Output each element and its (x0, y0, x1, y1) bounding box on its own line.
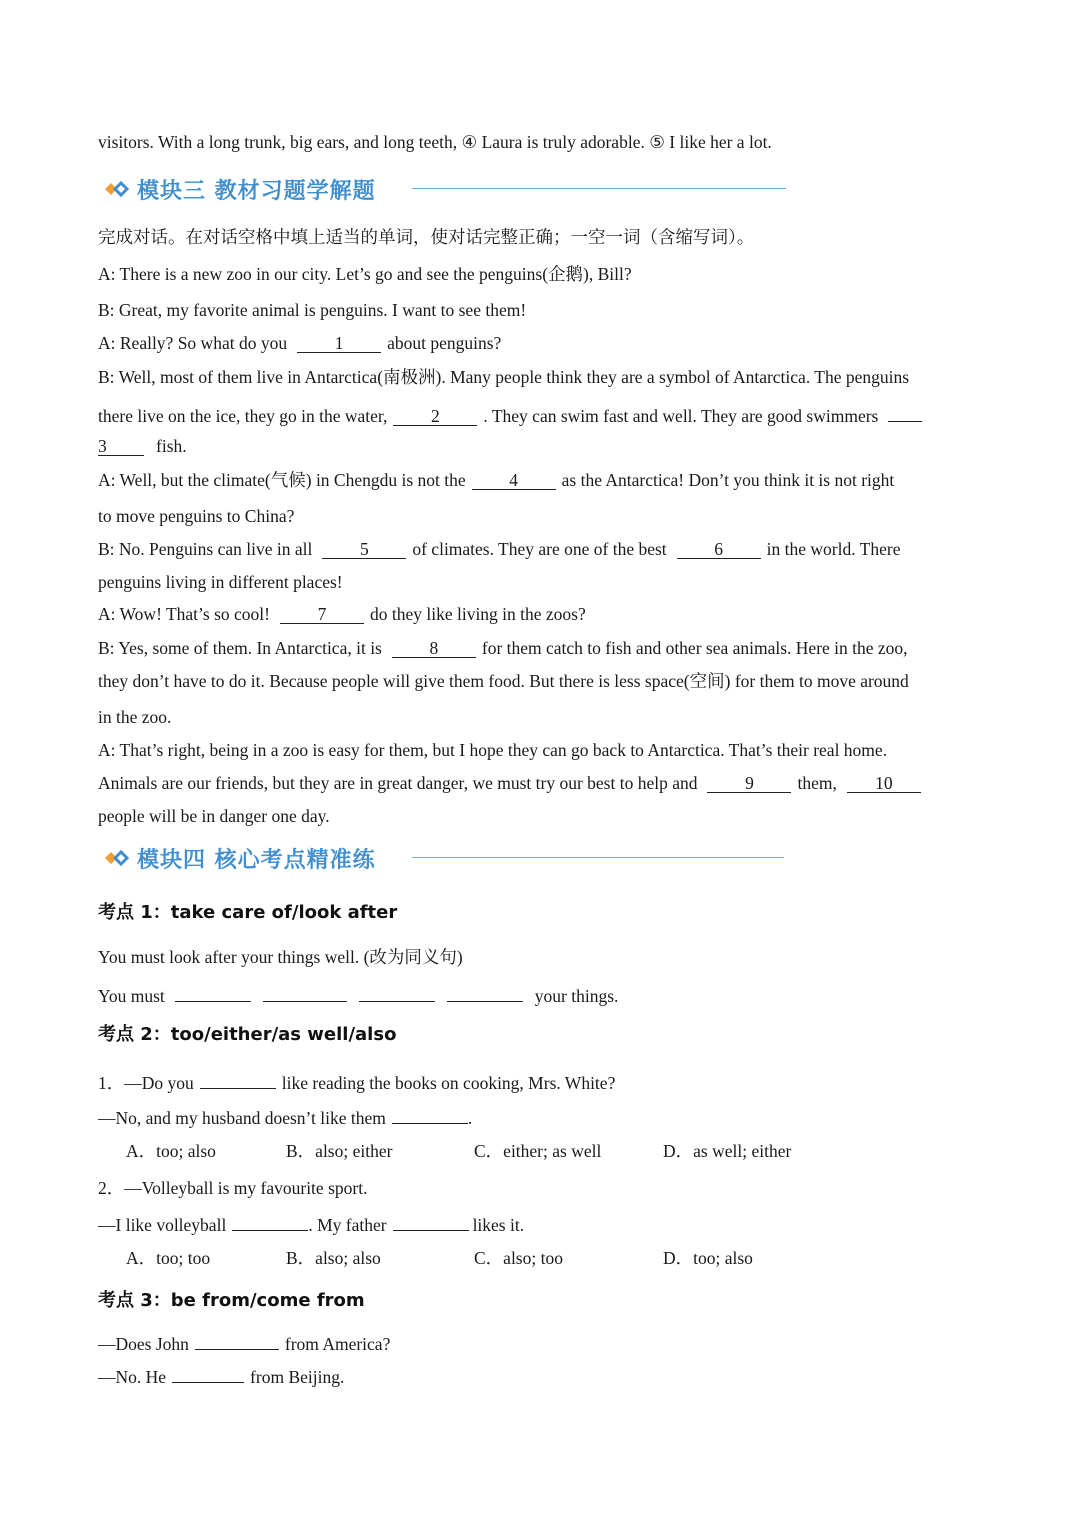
module3-title: 模块三 教材习题学解题 (137, 178, 376, 204)
option-c[interactable]: C．also; too (474, 1248, 563, 1268)
answer-blank[interactable] (172, 1362, 244, 1383)
question-line (98, 1103, 472, 1130)
text: 1．—Do you (98, 1073, 194, 1093)
dialog-line (98, 602, 586, 626)
option-c[interactable]: C．either; as well (474, 1141, 602, 1161)
blank-6[interactable]: 6 (677, 538, 761, 559)
module4-title: 模块四 核心考点精准练 (137, 847, 376, 873)
dialog-line (98, 401, 928, 428)
answer-blank[interactable] (195, 1329, 279, 1350)
blank-9[interactable]: 9 (707, 772, 791, 793)
answer-blank[interactable] (175, 981, 251, 1002)
text: them, (797, 773, 837, 793)
double-diamond-icon (103, 179, 131, 199)
dialog-line: A: That’s right, being in a zoo is easy for them, but I hope they can go back to Antarctica. That’s their real home. (98, 740, 888, 760)
text: . (467, 1108, 473, 1128)
blank-2[interactable]: 2 (393, 405, 477, 426)
option-d[interactable]: D．too; also (663, 1248, 753, 1268)
text: Animals are our friends, but they are in great danger, we must try our best to help and (98, 773, 698, 793)
text: A: Really? So what do you (98, 333, 288, 353)
double-diamond-icon (103, 848, 131, 868)
text: in the world. There (766, 539, 901, 559)
dialog-line (98, 331, 501, 355)
text: —No. He (98, 1367, 167, 1387)
text: . My father (308, 1215, 387, 1235)
question-line (98, 1068, 615, 1095)
module4-rule (412, 857, 784, 858)
text: B: No. Penguins can live in all (98, 539, 313, 559)
question-line (98, 1362, 344, 1389)
dialog-line: A: There is a new zoo in our city. Let’s go and see the penguins(企鹅), Bill? (98, 264, 632, 284)
dialog-line: people will be in danger one day. (98, 806, 330, 826)
answer-blank[interactable] (392, 1103, 468, 1124)
text: —No, and my husband doesn’t like them (98, 1108, 386, 1128)
answer-blank[interactable] (359, 981, 435, 1002)
blank-4[interactable]: 4 (472, 469, 556, 490)
option-b[interactable]: B．also; also (286, 1248, 381, 1268)
keypoint-3-heading: 考点 3：be from/come from (98, 1290, 365, 1311)
text: A: Well, but the climate(气候) in Chengdu is not the (98, 470, 466, 490)
dialog-line: B: Well, most of them live in Antarctica(南极洲). Many people think they are a symbol of Antarctica. The penguins (98, 367, 910, 387)
text: like reading the books on cooking, Mrs. White? (281, 1073, 616, 1093)
intro-line: visitors. With a long trunk, big ears, and long teeth, ④ Laura is truly adorable. ⑤ I like her a lot. (98, 132, 772, 152)
question-line: You must look after your things well. (改为同义句) (98, 947, 463, 967)
text: from Beijing. (250, 1367, 345, 1387)
option-d[interactable]: D．as well; either (663, 1141, 792, 1161)
dialog-line (98, 434, 187, 458)
answer-blank[interactable] (447, 981, 523, 1002)
keypoint-2-heading: 考点 2：too/either/as well/also (98, 1024, 397, 1045)
dialog-line (98, 537, 900, 561)
answer-blank[interactable] (263, 981, 347, 1002)
option-a[interactable]: A．too; too (126, 1248, 211, 1268)
question-line (98, 1210, 524, 1237)
dialog-line: to move penguins to China? (98, 506, 295, 526)
text: fish. (156, 436, 187, 456)
blank-1[interactable]: 1 (297, 332, 381, 353)
text: your things. (534, 986, 619, 1006)
text: A: Wow! That’s so cool! (98, 604, 270, 624)
module3-header (103, 172, 376, 206)
blank-3-start[interactable] (888, 401, 922, 422)
text: of climates. They are one of the best (412, 539, 667, 559)
question-line: 2．—Volleyball is my favourite sport. (98, 1178, 368, 1198)
question-line (98, 1329, 390, 1356)
blank-7[interactable]: 7 (280, 603, 364, 624)
option-a[interactable]: A．too; also (126, 1141, 216, 1161)
blank-8[interactable]: 8 (392, 637, 476, 658)
text: do they like living in the zoos? (369, 604, 586, 624)
module3-rule (412, 188, 786, 189)
dialog-line (98, 468, 894, 492)
text: You must (98, 986, 165, 1006)
answer-blank[interactable] (200, 1068, 276, 1089)
dialog-line (98, 636, 908, 660)
text: —Does John (98, 1334, 189, 1354)
dialog-line: B: Great, my favorite animal is penguins. I want to see them! (98, 300, 527, 320)
blank-10[interactable]: 10 (847, 772, 921, 793)
keypoint-1-heading: 考点 1：take care of/look after (98, 902, 398, 923)
dialog-line: in the zoo. (98, 707, 172, 727)
module3-instruction: 完成对话。在对话空格中填上适当的单词，使对话完整正确；一空一词（含缩写词）。 (98, 227, 755, 247)
dialog-line (98, 771, 927, 795)
text: for them catch to fish and other sea animals. Here in the zoo, (481, 638, 908, 658)
dialog-line: penguins living in different places! (98, 572, 343, 592)
dialog-line: they don’t have to do it. Because people will give them food. But there is less space(空间) for them to move around (98, 671, 909, 691)
answer-blank[interactable] (232, 1210, 308, 1231)
text: —I like volleyball (98, 1215, 227, 1235)
text: likes it. (472, 1215, 525, 1235)
text: there live on the ice, they go in the water, (98, 406, 388, 426)
text: from America? (284, 1334, 391, 1354)
option-b[interactable]: B．also; either (286, 1141, 393, 1161)
blank-3[interactable]: 3 (98, 435, 144, 456)
question-line (98, 981, 618, 1008)
text: . They can swim fast and well. They are good swimmers (483, 406, 879, 426)
text: as the Antarctica! Don’t you think it is not right (561, 470, 895, 490)
blank-5[interactable]: 5 (322, 538, 406, 559)
text: about penguins? (387, 333, 502, 353)
text: B: Yes, some of them. In Antarctica, it is (98, 638, 382, 658)
answer-blank[interactable] (393, 1210, 469, 1231)
module4-header (103, 841, 376, 875)
